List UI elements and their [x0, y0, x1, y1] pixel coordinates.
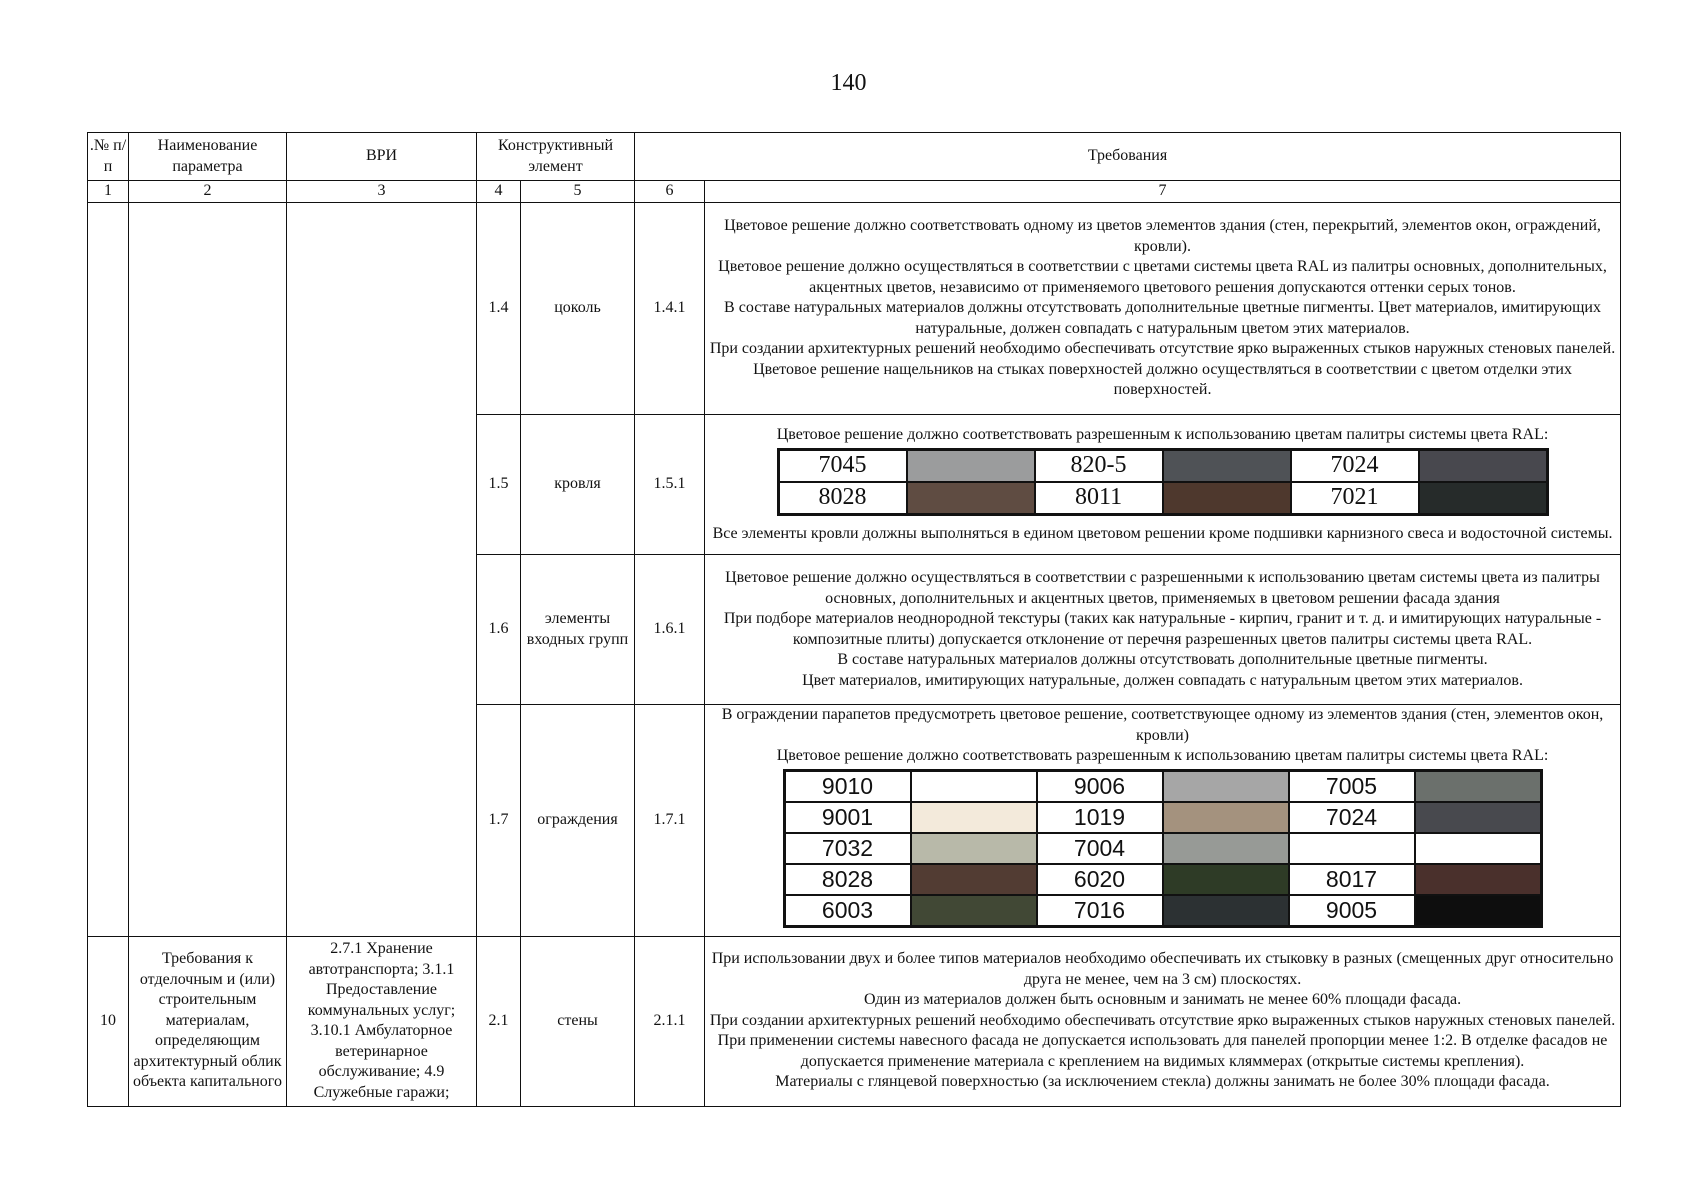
- ral-code: 7045: [778, 449, 907, 482]
- element-name: элементы входных групп: [521, 555, 635, 705]
- element-subcode: 1.4.1: [635, 203, 705, 415]
- requirement-paragraph: Один из материалов должен быть основным и занимать не менее 60% площади фасада.: [863, 991, 1462, 1009]
- requirement-paragraph: Цветовое решение должно соответствовать разрешенным к использованию цветам палитры системы цвета RAL:: [776, 747, 1549, 764]
- palette-row: [778, 449, 1547, 482]
- color-swatch: [1163, 449, 1291, 482]
- ral-code: 7005: [1289, 770, 1415, 802]
- header-vri: ВРИ: [287, 133, 477, 181]
- ral-code: 9006: [1037, 770, 1163, 802]
- col-number: 3: [287, 181, 477, 203]
- color-swatch: [1163, 770, 1289, 802]
- requirements-text: [705, 415, 1621, 555]
- col-number: 5: [521, 181, 635, 203]
- requirement-paragraph: В составе натуральных материалов должны отсутствовать дополнительные цветные пигменты. Цвет материалов, имитирующих натуральные, должен совпадать с натуральным цветом этих материалов.: [724, 299, 1601, 337]
- header-row: [88, 133, 1621, 181]
- palette-row: [784, 895, 1541, 927]
- ral-code: 1019: [1037, 802, 1163, 833]
- ral-code: 6020: [1037, 864, 1163, 895]
- color-swatch: [911, 802, 1037, 833]
- color-swatch: [1163, 802, 1289, 833]
- ral-code: 7016: [1037, 895, 1163, 927]
- requirement-paragraph: В составе натуральных материалов должны отсутствовать дополнительные цветные пигменты.: [837, 651, 1488, 668]
- header-param: Наименование параметра: [129, 133, 287, 181]
- ral-code: 9010: [784, 770, 911, 802]
- element-name: цоколь: [521, 203, 635, 415]
- ral-code: 820-5: [1035, 449, 1163, 482]
- element-subcode: 1.5.1: [635, 415, 705, 555]
- ral-code: 9001: [784, 802, 911, 833]
- requirement-paragraph: Цветовое решение должно соответствовать разрешенным к использованию цветам палитры системы цвета RAL:: [776, 426, 1549, 443]
- requirements-table: [87, 132, 1621, 1107]
- color-swatch: [907, 482, 1035, 515]
- color-swatch: [1163, 895, 1289, 927]
- element-subcode: 1.6.1: [635, 555, 705, 705]
- ral-code: 7024: [1291, 449, 1419, 482]
- color-swatch: [907, 449, 1035, 482]
- color-swatch: [911, 864, 1037, 895]
- column-numbers-row: [88, 181, 1621, 203]
- header-num: .№ п/п: [88, 133, 129, 181]
- col-number: 6: [635, 181, 705, 203]
- element-code: 2.1: [477, 936, 521, 1106]
- empty-param-cell: [129, 203, 287, 937]
- ral-code: 7021: [1291, 482, 1419, 515]
- requirement-paragraph: При применении системы навесного фасада не допускается использовать для панелей пропорции менее 1:2. В отделке фасадов не допускается применение материала с креплением на видимых кляммерах (открытые системы крепления).: [717, 1032, 1608, 1070]
- element-code: 1.5: [477, 415, 521, 555]
- color-swatch: [1419, 482, 1548, 515]
- requirements-text: [705, 203, 1621, 415]
- requirement-paragraph: Цветовое решение должно осуществляться в соответствии с цветами системы цвета RAL из палитры основных, дополнительных, акцентных цветов, независимо от применяемого цветового решения допускаются оттенки серых тонов.: [718, 258, 1607, 296]
- palette-row: [784, 802, 1541, 833]
- ral-code: 8028: [778, 482, 907, 515]
- ral-code: 8017: [1289, 864, 1415, 895]
- palette-row: [778, 482, 1547, 515]
- ral-palette-fences: [783, 769, 1543, 928]
- palette-row: [784, 770, 1541, 802]
- color-swatch: [911, 833, 1037, 864]
- row-number: 10: [88, 936, 129, 1106]
- requirements-text: [705, 705, 1621, 937]
- ral-code: 7032: [784, 833, 911, 864]
- col-number: 7: [705, 181, 1621, 203]
- color-swatch: [1163, 833, 1289, 864]
- color-swatch: [911, 770, 1037, 802]
- col-number: 2: [129, 181, 287, 203]
- color-swatch: [1415, 895, 1542, 927]
- requirement-paragraph: При подборе материалов неоднородной текстуры (таких как натуральные - кирпич, гранит и т. д. и имитирующих натуральные - композитные плиты) допускается отклонение от перечня разрешенных цветов палитры системы цвета RAL.: [723, 610, 1602, 648]
- color-swatch: [1163, 482, 1291, 515]
- requirements-text: [705, 936, 1621, 1106]
- ral-code: 7024: [1289, 802, 1415, 833]
- element-name: ограждения: [521, 705, 635, 937]
- requirement-paragraph: Все элементы кровли должны выполняться в едином цветовом решении кроме подшивки карнизного свеса и водосточной системы.: [712, 524, 1613, 542]
- color-swatch: [1415, 864, 1542, 895]
- color-swatch: [1415, 802, 1542, 833]
- ral-code: 7004: [1037, 833, 1163, 864]
- requirement-paragraph: При использовании двух и более типов материалов необходимо обеспечивать их стыковку в разных (смещенных друг относительно друга не менее, чем на 3 см) плоскостях.: [711, 950, 1614, 988]
- header-requirements: Требования: [635, 133, 1621, 181]
- requirement-paragraph: Цветовое решение должно осуществляться в соответствии с разрешенными к использованию цветам системы цвета из палитры основных, дополнительных и акцентных цветов, применяемых в цветовом решении фасада здания: [725, 569, 1600, 607]
- element-code: 1.6: [477, 555, 521, 705]
- palette-row: [784, 833, 1541, 864]
- color-swatch: [1415, 770, 1542, 802]
- requirements-text: [705, 555, 1621, 705]
- requirement-paragraph: При создании архитектурных решений необходимо обеспечивать отсутствие ярко выраженных стыков наружных стеновых панелей.: [709, 1011, 1616, 1029]
- col-number: 4: [477, 181, 521, 203]
- element-name: стены: [521, 936, 635, 1106]
- requirement-paragraph: Цветовое решение должно соответствовать одному из цветов элементов здания (стен, перекрытий, элементов окон, ограждений, кровли).: [724, 217, 1601, 255]
- color-swatch: [1163, 864, 1289, 895]
- color-swatch: [1419, 449, 1548, 482]
- row-10: [88, 936, 1621, 1106]
- ral-code: 6003: [784, 895, 911, 927]
- color-swatch: [1415, 833, 1542, 864]
- row-1-4: [88, 203, 1621, 415]
- ral-code: 8028: [784, 864, 911, 895]
- empty-num-cell: [88, 203, 129, 937]
- ral-palette-roof: [777, 448, 1549, 516]
- vri-list: 2.7.1 Хранение автотранспорта; 3.1.1 Предоставление коммунальных услуг; 3.10.1 Амбулаторное ветеринарное обслуживание; 4.9 Служебные гаражи;: [287, 936, 477, 1106]
- element-subcode: 1.7.1: [635, 705, 705, 937]
- requirement-paragraph: Материалы с глянцевой поверхностью (за исключением стекла) должны занимать не более 30% площади фасада.: [775, 1073, 1550, 1091]
- requirement-paragraph: При создании архитектурных решений необходимо обеспечивать отсутствие ярко выраженных стыков наружных стеновых панелей. Цветовое решение нащельников на стыках поверхностей должно осуществляться в соответствии с цветом отделки этих поверхностей.: [709, 340, 1616, 399]
- requirement-paragraph: В ограждении парапетов предусмотреть цветовое решение, соответствующее одному из элементов здания (стен, элементов окон, кровли): [721, 706, 1604, 744]
- palette-row: [784, 864, 1541, 895]
- element-code: 1.4: [477, 203, 521, 415]
- page-number: 140: [830, 70, 867, 96]
- col-number: 1: [88, 181, 129, 203]
- element-subcode: 2.1.1: [635, 936, 705, 1106]
- param-name: Требования к отделочным и (или) строительным материалам, определяющим архитектурный облик объекта капитального: [129, 936, 287, 1106]
- element-name: кровля: [521, 415, 635, 555]
- element-code: 1.7: [477, 705, 521, 937]
- ral-code: [1289, 833, 1415, 864]
- ral-code: 8011: [1035, 482, 1163, 515]
- ral-code: 9005: [1289, 895, 1415, 927]
- empty-vri-cell: [287, 203, 477, 937]
- header-element: Конструктивный элемент: [477, 133, 635, 181]
- color-swatch: [911, 895, 1037, 927]
- requirement-paragraph: Цвет материалов, имитирующих натуральные, должен совпадать с натуральным цветом этих материалов.: [802, 671, 1523, 689]
